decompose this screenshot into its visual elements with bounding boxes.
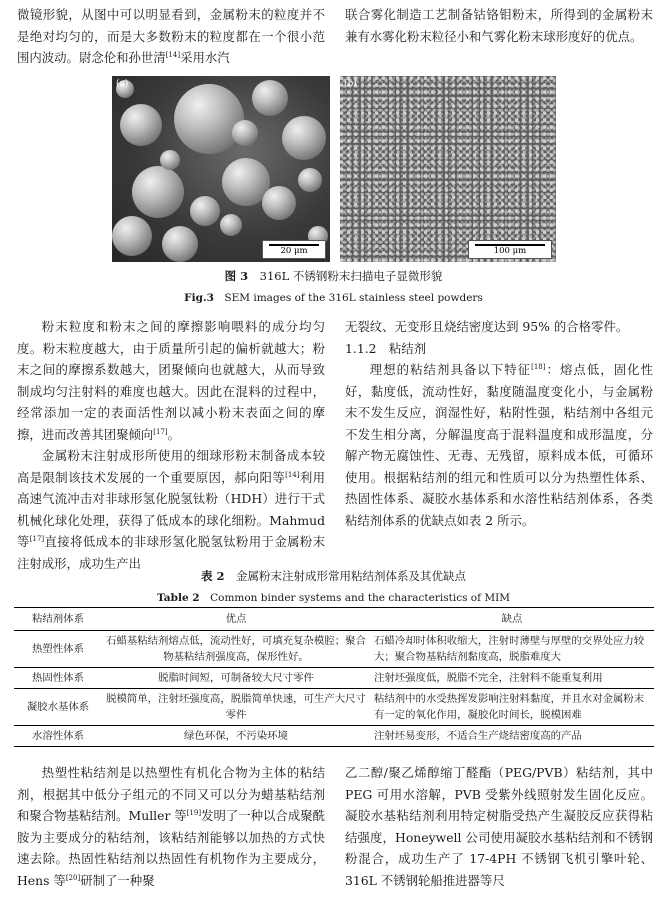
table-caption-cn: 表 2 金属粉末注射成形常用粘结剂体系及其优缺点: [200, 569, 466, 583]
paragraph: 乙二醇/聚乙烯醇缩丁醛酯（PEG/PVB）粘结剂，其中 PEG 可用水溶解，PVB 受紫外线照射发生固化反应。凝胶水基粘结剂利用特定树脂受热产生凝胶反应获得粘结强度，Honeywell 公司使用凝胶水基粘结剂和不锈钢粉混合，成功生产了 17-4PH 不锈钢飞机引擎叶轮、316L 不锈钢轮船推进器等尺: [345, 765, 653, 888]
citation[interactable]: [19]: [186, 808, 202, 817]
cell-cons: 注射坯易变形，不适合生产烧结密度高的产品: [370, 726, 654, 747]
paragraph: 理想的粘结剂具备以下特征[18]：熔点低，固化性好，黏度低，流动性好，黏度随温度变化小，与金属粉末不发生反应，润湿性好，粘附性强，粘结剂中各组元不发生相分离，分解温度高于混料温度和成形温度，分解产物无腐蚀性、无毒、无残留，原料成本低，可循环使用。根据粘结剂的组元和性质可以分为热塑性体系、热固性体系、凝胶水基体系和水溶性粘结剂体系，各类粘结剂体系的优缺点如表 2 所示。: [345, 362, 653, 528]
table-row: [14, 631, 654, 668]
scale-bar-b: 100 μm: [468, 240, 552, 259]
cell-pros: 绿色环保，不污染环境: [102, 726, 370, 747]
top-left-column: [17, 4, 325, 69]
table-row: [14, 689, 654, 726]
figure-caption-cn: 图 3 316L 不锈钢粉末扫描电子显微形貌: [224, 269, 443, 283]
figure-caption-en: Fig.3 SEM images of the 316L stainless steel powders: [184, 292, 483, 304]
table-row: [14, 726, 654, 747]
paragraph: 金属粉末注射成形所使用的细球形粉末制备成本较高是限制该技术发展的一个重要原因，郝向阳等[14]利用高速气流冲击对非球形氢化脱氢钛粉（HDH）进行干式机械化球化处理，获得了低成本的球化细粉。Mahmud 等[17]直接将低成本的非球形氢化脱氢钛粉用于金属粉末注射成形，成功生产出: [17, 448, 326, 571]
citation[interactable]: [17]: [153, 427, 168, 436]
bottom-right-column: [345, 762, 653, 891]
cell-pros: 脱脂时间短，可制备较大尺寸零件: [102, 668, 370, 689]
paragraph: 热塑性粘结剂是以热塑性有机化合物为主体的粘结剂，根据其中低分子组元的不同又可以分为蜡基粘结剂和聚合物基粘结剂。Muller 等[19]发明了一种以合成聚酰胺为主要成分的粘结剂，该粘结剂能够以加热的方式快速去除。热固性粘结剂以热固性有机物作为主要成分，Hens 等[20]研制了一种聚: [17, 765, 325, 888]
column-header: 优点: [102, 608, 370, 631]
paragraph: 微镜形貌，从图中可以明显看到，金属粉末的粒度并不是绝对均匀的，而是大多数粉末的粒度都在一个很小范围内波动。尉念伦和孙世清[14]采用水汽: [17, 7, 325, 65]
sem-image-a: [112, 76, 330, 262]
table-caption-en: Table 2 Common binder systems and the characteristics of MIM: [157, 592, 510, 604]
citation[interactable]: [14]: [285, 470, 300, 479]
cell-cons: 石蜡冷却时体积收缩大，注射时薄壁与厚壁的交界处应力较大；聚合物基粘结剂黏度高，脱脂难度大: [370, 631, 654, 668]
paragraph: 无裂纹、无变形且烧结密度达到 95% 的合格零件。: [345, 319, 629, 334]
cell-system: 凝胶水基体系: [14, 689, 102, 726]
cell-pros: 脱模简单，注射坯强度高，脱脂简单快速，可生产大尺寸零件: [102, 689, 370, 726]
cell-system: 水溶性体系: [14, 726, 102, 747]
mid-left-column: [17, 316, 325, 574]
column-header: 粘结剂体系: [14, 608, 102, 631]
top-right-column: [345, 4, 653, 47]
citation[interactable]: [17]: [29, 534, 45, 543]
cell-pros: 石蜡基粘结剂熔点低，流动性好，可填充复杂模腔；聚合物基粘结剂强度高，保形性好。: [102, 631, 370, 668]
bottom-left-column: [17, 762, 325, 891]
citation[interactable]: [18]: [531, 362, 546, 371]
panel-label-a: (a): [116, 79, 129, 89]
citation[interactable]: [20]: [65, 873, 81, 882]
scale-bar-a: 20 μm: [262, 240, 326, 259]
paragraph: 粉末粒度和粉末之间的摩擦影响喂料的成分均匀度。粉末粒度越大，由于质量所引起的偏析就越大；粉末之间的摩擦系数越大，团聚倾向也就越大，从而导致制成均匀注射料的难度也越大。因此在混料的过程中，经常添加一定的表面活性剂以减小粉末表面之间的摩擦，进而改善其团聚倾向[17]。: [17, 319, 325, 442]
sem-image-b: [340, 76, 556, 262]
paragraph: 联合雾化制造工艺制备钴铬钼粉末，所得到的金属粉末兼有水雾化粉末粒径小和气雾化粉末球形度好的优点。: [345, 7, 653, 44]
column-header: 缺点: [370, 608, 654, 631]
binder-table: [14, 607, 654, 747]
cell-system: 热塑性体系: [14, 631, 102, 668]
citation[interactable]: [14]: [165, 50, 181, 59]
cell-cons: 粘结剂中的水受热挥发影响注射料黏度，并且水对金属粉末有一定的氧化作用，凝胶化时间长，脱模困难: [370, 689, 654, 726]
mid-right-column: [345, 316, 653, 531]
table-row: [14, 668, 654, 689]
cell-system: 热固性体系: [14, 668, 102, 689]
panel-label-b: (b): [344, 79, 357, 89]
section-heading: 1.1.2 粘结剂: [345, 340, 427, 356]
cell-cons: 注射坯强度低，脱脂不完全，注射料不能重复利用: [370, 668, 654, 689]
table-header-row: [14, 608, 654, 631]
